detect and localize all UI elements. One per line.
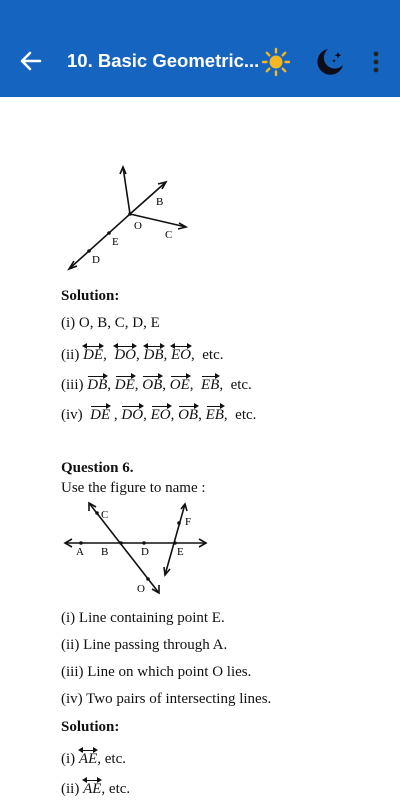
figure1-label-e: E	[112, 236, 119, 248]
figure1-label-o: O	[134, 220, 142, 232]
question-item-1: (i) Line containing point E.	[61, 610, 225, 626]
vector-label: EB	[205, 407, 224, 423]
vector-label: EO	[171, 345, 191, 364]
question-prompt: Use the figure to name :	[61, 480, 206, 496]
figure2-label-d: D	[141, 546, 149, 558]
solution-line-2: (ii) DE, DO, DB, EO, etc.	[61, 345, 223, 364]
answer-1-prefix: (i)	[61, 751, 76, 767]
vector-label: OB	[142, 377, 163, 393]
app-bar	[0, 0, 400, 97]
vector-label: AE	[83, 779, 101, 798]
line-3-prefix: (iii)	[61, 377, 84, 393]
line-4-prefix: (iv)	[61, 407, 83, 423]
question-item-4: (iv) Two pairs of intersecting lines.	[61, 691, 272, 707]
answer-1-suffix: , etc.	[97, 751, 126, 767]
vector-label: DB	[144, 345, 164, 364]
vector-label: DO	[121, 407, 144, 423]
solution-heading: Solution:	[61, 288, 120, 304]
answer-line-2	[61, 779, 130, 798]
back-arrow-icon[interactable]	[18, 48, 44, 74]
line-3-suffix: etc.	[230, 377, 252, 393]
line-4-suffix: etc.	[235, 407, 257, 423]
answer-2-prefix: (ii)	[61, 781, 80, 797]
figure2-label-b: B	[101, 546, 109, 558]
moon-icon[interactable]	[314, 46, 346, 78]
content-area	[0, 97, 400, 800]
figure2-label-c: C	[101, 509, 109, 521]
vector-label: DE	[83, 345, 103, 364]
vector-label: OE	[169, 377, 190, 393]
vector-label: EB	[201, 377, 220, 393]
figure2-label-a: A	[76, 546, 84, 558]
more-options-icon[interactable]	[366, 48, 386, 76]
question-item-2: (ii) Line passing through A.	[61, 637, 228, 653]
vector-label: EO	[150, 407, 171, 423]
line-2-prefix: (ii)	[61, 347, 80, 363]
answer-2-suffix: , etc.	[101, 781, 131, 797]
page-title: 10. Basic Geometric...	[67, 50, 260, 71]
solution-line-1: (i) O, B, C, D, E	[61, 315, 160, 331]
figure2-label-o: O	[137, 583, 145, 595]
answer-line-1	[61, 749, 126, 768]
figure-lines-diagram	[60, 499, 210, 601]
figure2-label-f: F	[185, 516, 192, 528]
vector-label: DE	[114, 377, 135, 393]
solution-line-3: (iii) DB, DE, OB, OE, EB, etc.	[61, 377, 252, 393]
question-heading: Question 6.	[61, 460, 134, 476]
figure1-label-c: C	[165, 229, 173, 241]
solution-2-heading: Solution:	[61, 719, 120, 735]
figure1-label-d: D	[92, 254, 100, 266]
solution-line-4: (iv) DE , DO, EO, OB, EB, etc.	[61, 407, 257, 423]
line-2-suffix: etc.	[202, 347, 224, 363]
vector-label: DB	[87, 377, 108, 393]
question-item-3: (iii) Line on which point O lies.	[61, 664, 252, 680]
sun-icon[interactable]	[261, 47, 291, 77]
figure1-label-b: B	[156, 196, 164, 208]
vector-label: OB	[178, 407, 199, 423]
vector-label: DE	[90, 407, 111, 423]
vector-label: AE	[79, 749, 97, 768]
vector-label: DO	[114, 345, 136, 364]
figure2-label-e: E	[177, 546, 184, 558]
figure-rays-diagram	[60, 165, 200, 275]
